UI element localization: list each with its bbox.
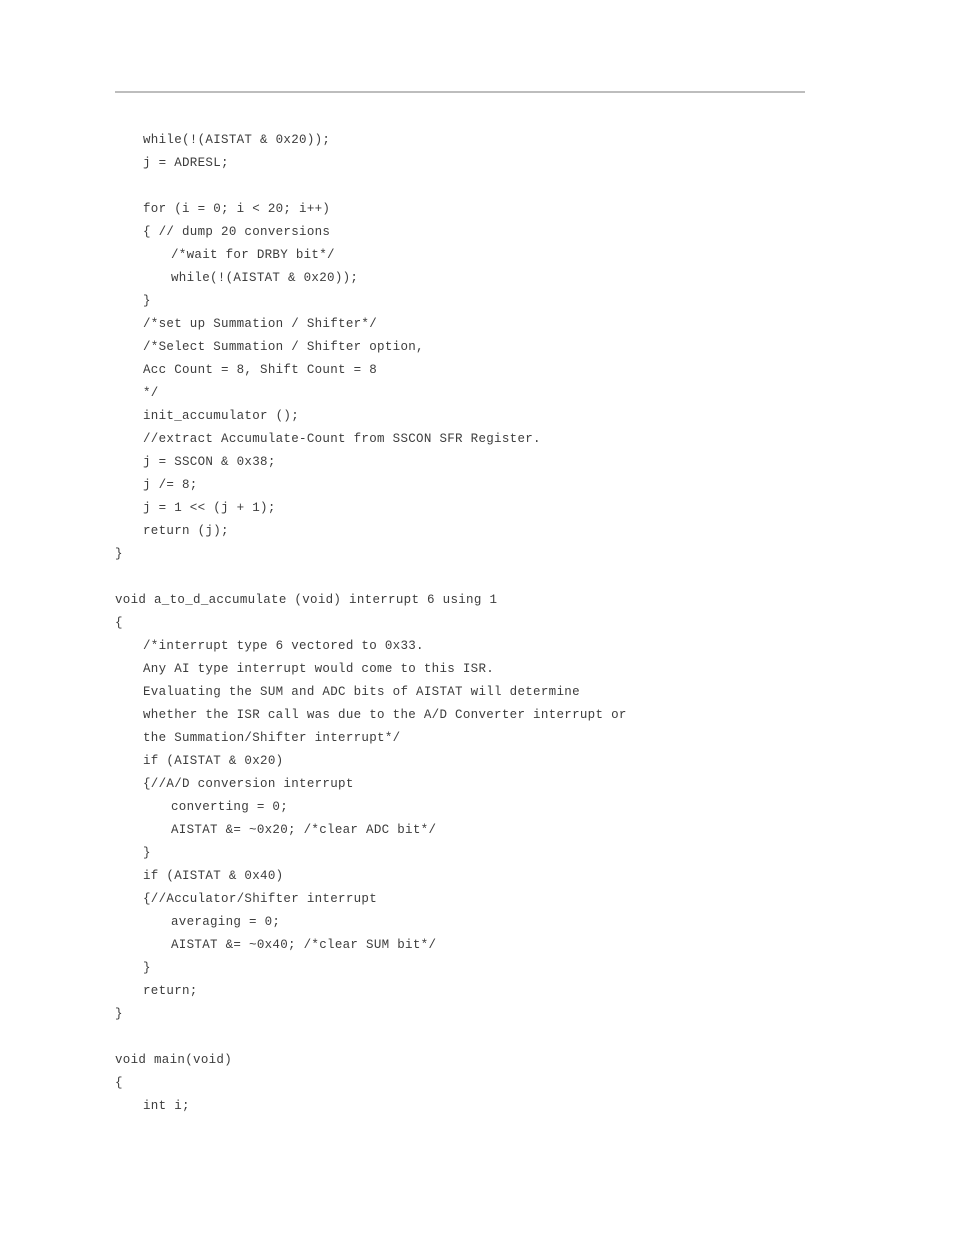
code-line: }: [115, 1007, 123, 1021]
code-line: j /= 8;: [143, 478, 198, 492]
code-line: AISTAT &= ~0x20; /*clear ADC bit*/: [171, 823, 437, 837]
code-line: converting = 0;: [171, 800, 289, 814]
code-line: if (AISTAT & 0x20): [143, 754, 284, 768]
code-line: {: [115, 1076, 123, 1090]
code-line: return;: [143, 984, 198, 998]
code-line: for (i = 0; i < 20; i++): [143, 202, 331, 216]
header-rule: [115, 91, 805, 93]
code-line: while(!(AISTAT & 0x20));: [171, 271, 359, 285]
code-line: j = 1 << (j + 1);: [143, 501, 276, 515]
code-line: int i;: [143, 1099, 190, 1113]
code-line: the Summation/Shifter interrupt*/: [143, 731, 401, 745]
code-line: [115, 566, 875, 589]
code-line: j = SSCON & 0x38;: [143, 455, 276, 469]
code-line: /*wait for DRBY bit*/: [171, 248, 335, 262]
code-line: void main(void): [115, 1053, 233, 1067]
code-line: averaging = 0;: [171, 915, 281, 929]
code-line: }: [115, 547, 123, 561]
code-line: */: [143, 386, 159, 400]
code-line: //extract Accumulate-Count from SSCON SFR Register.: [143, 432, 541, 446]
code-line: }: [143, 294, 151, 308]
code-line: Evaluating the SUM and ADC bits of AISTAT will determine: [143, 685, 580, 699]
code-line: whether the ISR call was due to the A/D Converter interrupt or: [143, 708, 627, 722]
code-listing: [115, 129, 875, 1118]
code-line: {//A/D conversion interrupt: [143, 777, 354, 791]
code-line: [115, 175, 875, 198]
code-line: while(!(AISTAT & 0x20));: [143, 133, 331, 147]
code-line: Any AI type interrupt would come to this ISR.: [143, 662, 495, 676]
code-line: /*set up Summation / Shifter*/: [143, 317, 378, 331]
code-line: }: [143, 846, 151, 860]
code-line: if (AISTAT & 0x40): [143, 869, 284, 883]
code-line: { // dump 20 conversions: [143, 225, 331, 239]
code-line: [115, 1026, 875, 1049]
code-line: AISTAT &= ~0x40; /*clear SUM bit*/: [171, 938, 437, 952]
code-line: j = ADRESL;: [143, 156, 229, 170]
code-line: }: [143, 961, 151, 975]
code-line: /*Select Summation / Shifter option,: [143, 340, 424, 354]
code-line: /*interrupt type 6 vectored to 0x33.: [143, 639, 424, 653]
code-line: return (j);: [143, 524, 229, 538]
code-line: Acc Count = 8, Shift Count = 8: [143, 363, 378, 377]
code-line: void a_to_d_accumulate (void) interrupt 6 using 1: [115, 593, 498, 607]
code-line: {: [115, 616, 123, 630]
code-line: init_accumulator ();: [143, 409, 300, 423]
code-line: {//Acculator/Shifter interrupt: [143, 892, 378, 906]
